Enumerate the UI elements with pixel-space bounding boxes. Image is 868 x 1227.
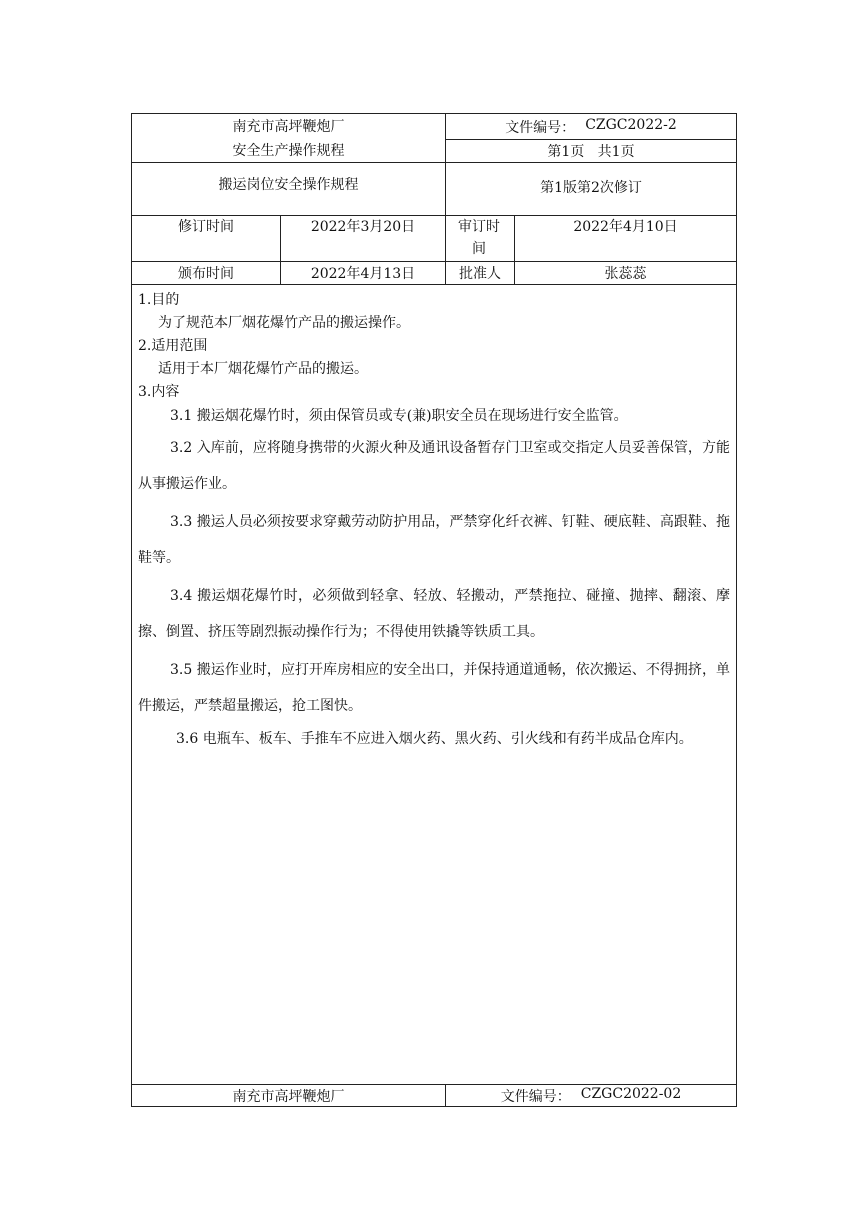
clause-3-3: 3.3 搬运人员必须按要求穿戴劳动防护用品，严禁穿化纤衣裤、钉鞋、硬底鞋、高跟鞋、拖鞋等。 xyxy=(138,514,730,566)
clause-3-5: 3.5 搬运作业时，应打开库房相应的安全出口，并保持通道通畅，依次搬运、不得拥挤，单件搬运，严禁超量搬运，抢工图快。 xyxy=(138,662,730,714)
revise-time-label xyxy=(132,216,280,240)
review-time-value-text: 2022年4月10日 xyxy=(573,219,678,235)
approver-label xyxy=(446,263,514,284)
footer-doc-number-label: 文件编号： xyxy=(500,1089,571,1105)
doc-number-value: CZGC2022-2 xyxy=(585,117,677,133)
approver-label-text: 批准人 xyxy=(459,266,501,282)
divider xyxy=(132,1084,736,1085)
clause-3-1: 3.1 搬运烟花爆竹时，须由保管员或专(兼)职安全员在现场进行安全监管。 xyxy=(170,408,628,424)
version-info xyxy=(446,177,736,207)
document-frame xyxy=(131,113,737,1107)
footer-doc-number-value: CZGC2022-02 xyxy=(580,1086,682,1102)
section-2-text: 适用于本厂烟花爆竹产品的搬运。 xyxy=(158,361,368,377)
section-3-title: 3.内容 xyxy=(138,384,180,400)
issue-time-label xyxy=(132,263,280,284)
approver-value-text: 张蕊蕊 xyxy=(604,266,647,282)
footer-company xyxy=(132,1086,445,1106)
review-time-label xyxy=(450,216,508,262)
clause-3-6: 3.6 电瓶车、板车、手推车不应进入烟火药、黑火药、引火线和有药半成品仓库内。 xyxy=(176,731,693,747)
divider xyxy=(132,162,736,163)
section-1-title: 1.目的 xyxy=(138,292,180,308)
divider xyxy=(132,261,736,262)
approver-value xyxy=(515,263,736,284)
regulation-type-text: 安全生产操作规程 xyxy=(232,143,345,159)
document-body xyxy=(132,285,736,751)
regulation-type xyxy=(132,140,445,162)
version-info-text: 第1版第2次修订 xyxy=(540,180,642,196)
document-title-text: 搬运岗位安全操作规程 xyxy=(218,177,359,193)
section-2-title: 2.适用范围 xyxy=(138,338,208,354)
issue-time-label-text: 颁布时间 xyxy=(178,266,234,282)
clause-3-2: 3.2 入库前，应将随身携带的火源火种及通讯设备暂存门卫室或交指定人员妥善保管，方能从事搬运作业。 xyxy=(138,440,730,492)
revise-time-value-text: 2022年3月20日 xyxy=(310,219,416,235)
revise-time-label-text: 修订时间 xyxy=(178,219,234,235)
page-info xyxy=(446,141,736,162)
page-info-text: 第1页 共1页 xyxy=(547,144,635,160)
revise-time-value xyxy=(281,216,445,240)
document-title xyxy=(132,174,445,204)
doc-number xyxy=(446,117,736,139)
footer-doc-number xyxy=(446,1086,736,1106)
company-name-text: 南充市高坪鞭炮厂 xyxy=(232,119,345,135)
company-name xyxy=(132,116,445,138)
review-time-value xyxy=(515,216,736,240)
issue-time-value-text: 2022年4月13日 xyxy=(310,266,416,282)
footer-company-text: 南充市高坪鞭炮厂 xyxy=(232,1089,345,1105)
doc-number-label: 文件编号： xyxy=(505,120,576,136)
divider xyxy=(445,139,736,140)
review-time-label-text: 审订时间 xyxy=(458,219,500,257)
issue-time-value xyxy=(281,263,445,284)
clause-3-4: 3.4 搬运烟花爆竹时，必须做到轻拿、轻放、轻搬动，严禁拖拉、碰撞、抛摔、翻滚、摩擦、倒置、挤压等剧烈振动操作行为；不得使用铁撬等铁质工具。 xyxy=(138,588,730,640)
section-1-text: 为了规范本厂烟花爆竹产品的搬运操作。 xyxy=(158,315,410,331)
